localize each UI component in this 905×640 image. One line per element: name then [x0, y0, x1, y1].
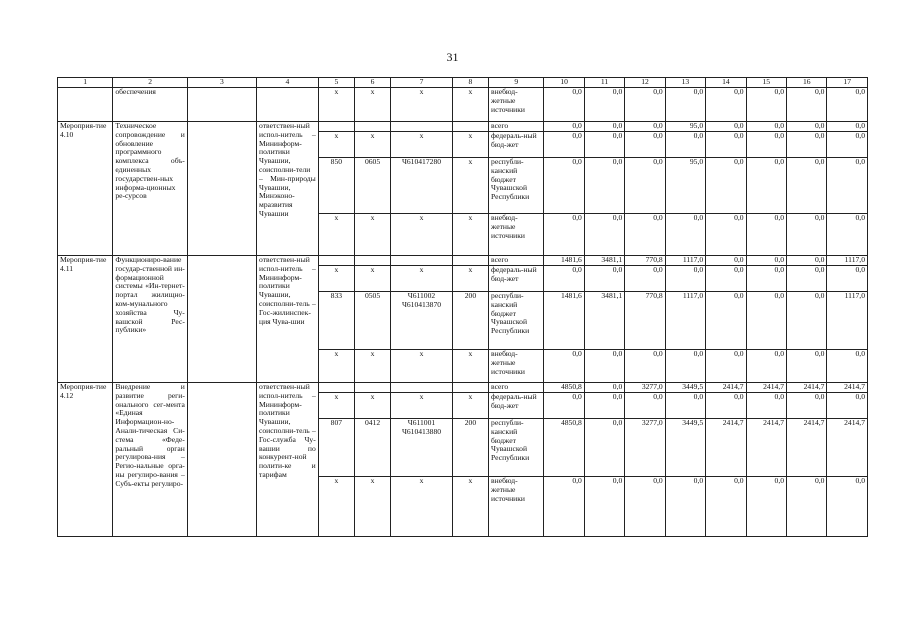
amount-cell: 0,0	[665, 132, 705, 158]
amount-cell: 1117,0	[665, 292, 705, 350]
header-cell: 5	[318, 78, 354, 88]
amount-cell: 770,8	[625, 292, 665, 350]
kbk-grbs-cell	[318, 383, 354, 393]
amount-cell: 0,0	[787, 132, 827, 158]
kbk-grbs-cell: x	[318, 477, 354, 537]
amount-cell: 0,0	[625, 266, 665, 292]
amount-cell: 0,0	[544, 132, 584, 158]
amount-cell: 0,0	[706, 88, 746, 122]
amount-cell: 0,0	[706, 214, 746, 256]
kbk-grbs-cell: x	[318, 88, 354, 122]
kbk-target-cell: x	[391, 88, 453, 122]
amount-cell: 0,0	[544, 477, 584, 537]
amount-cell: 0,0	[584, 122, 624, 132]
budget-table	[57, 77, 868, 537]
kbk-expense-type-cell: x	[452, 393, 488, 419]
kbk-grbs-cell: x	[318, 393, 354, 419]
amount-cell: 0,0	[746, 214, 786, 256]
funding-source-cell: всего	[489, 122, 544, 132]
amount-cell: 0,0	[625, 477, 665, 537]
amount-cell: 0,0	[584, 477, 624, 537]
amount-cell: 0,0	[706, 477, 746, 537]
amount-cell: 0,0	[787, 158, 827, 214]
amount-cell: 0,0	[787, 256, 827, 266]
amount-cell: 0,0	[827, 122, 868, 132]
amount-cell: 2414,7	[746, 419, 786, 477]
amount-cell: 2414,7	[706, 383, 746, 393]
amount-cell: 0,0	[827, 214, 868, 256]
amount-cell: 0,0	[584, 393, 624, 419]
amount-cell: 2414,7	[827, 383, 868, 393]
amount-cell: 3481,1	[584, 292, 624, 350]
amount-cell: 0,0	[584, 158, 624, 214]
header-cell: 17	[827, 78, 868, 88]
amount-cell: 3449,5	[665, 383, 705, 393]
kbk-section-cell: x	[354, 266, 390, 292]
amount-cell: 0,0	[746, 256, 786, 266]
kbk-grbs-cell: x	[318, 214, 354, 256]
kbk-section-cell: x	[354, 132, 390, 158]
amount-cell: 0,0	[544, 350, 584, 383]
amount-cell: 770,8	[625, 256, 665, 266]
amount-cell: 0,0	[544, 266, 584, 292]
header-cell: 11	[584, 78, 624, 88]
amount-cell: 1481,6	[544, 256, 584, 266]
kbk-target-cell: x	[391, 350, 453, 383]
measure-number-cell: Мероприя-тие 4.11	[58, 256, 113, 383]
amount-cell: 0,0	[827, 88, 868, 122]
header-cell: 10	[544, 78, 584, 88]
amount-cell: 0,0	[544, 122, 584, 132]
kbk-section-cell	[354, 256, 390, 266]
kbk-section-cell	[354, 122, 390, 132]
funding-source-cell: республи-канский бюджет Чувашской Республики	[489, 419, 544, 477]
measure-number-cell: Мероприя-тие 4.10	[58, 122, 113, 256]
kbk-target-cell: Ч611001 Ч610413880	[391, 419, 453, 477]
amount-cell: 0,0	[584, 88, 624, 122]
amount-cell: 0,0	[665, 88, 705, 122]
executor-cell: ответствен-ный испол-нитель – Мининформ-политики Чувашии, соисполни-тель – Гос-служба Чу-вашии по конкурент-ной полити-ке и тарифам	[257, 383, 319, 537]
amount-cell: 0,0	[584, 266, 624, 292]
funding-source-cell: республи-канский бюджет Чувашской Республики	[489, 292, 544, 350]
header-cell: 13	[665, 78, 705, 88]
funding-source-cell: всего	[489, 256, 544, 266]
amount-cell: 4850,8	[544, 383, 584, 393]
amount-cell: 0,0	[787, 122, 827, 132]
amount-cell: 2414,7	[787, 383, 827, 393]
amount-cell: 0,0	[706, 292, 746, 350]
amount-cell: 0,0	[746, 393, 786, 419]
kbk-expense-type-cell	[452, 122, 488, 132]
kbk-expense-type-cell: 200	[452, 419, 488, 477]
amount-cell: 0,0	[827, 266, 868, 292]
amount-cell: 0,0	[706, 132, 746, 158]
amount-cell: 0,0	[584, 383, 624, 393]
amount-cell: 0,0	[787, 393, 827, 419]
funding-source-cell: всего	[489, 383, 544, 393]
amount-cell: 0,0	[584, 419, 624, 477]
amount-cell: 0,0	[625, 393, 665, 419]
header-cell: 3	[187, 78, 256, 88]
program-cell	[187, 256, 256, 383]
kbk-grbs-cell: 850	[318, 158, 354, 214]
amount-cell: 0,0	[665, 350, 705, 383]
kbk-expense-type-cell: x	[452, 158, 488, 214]
kbk-grbs-cell: 807	[318, 419, 354, 477]
kbk-section-cell: x	[354, 88, 390, 122]
amount-cell: 0,0	[746, 292, 786, 350]
kbk-grbs-cell	[318, 122, 354, 132]
amount-cell: 3449,5	[665, 419, 705, 477]
amount-cell: 2414,7	[706, 419, 746, 477]
table-row	[58, 256, 868, 266]
amount-cell: 0,0	[827, 350, 868, 383]
executor-cell: ответствен-ный испол-нитель – Мининформ-политики Чувашии, соисполни-тели – Мин-природы Чувашии, Минэконо-мразвития Чувашии	[257, 122, 319, 256]
kbk-section-cell: x	[354, 214, 390, 256]
funding-source-cell: федераль-ный бюд-жет	[489, 132, 544, 158]
amount-cell: 95,0	[665, 122, 705, 132]
amount-cell: 0,0	[584, 350, 624, 383]
kbk-section-cell: 0605	[354, 158, 390, 214]
table-row	[58, 383, 868, 393]
amount-cell: 0,0	[787, 350, 827, 383]
kbk-section-cell: x	[354, 477, 390, 537]
kbk-expense-type-cell: x	[452, 88, 488, 122]
measure-name-cell: Внедрение и развитие реги-онального сег-мента «Единая Информацион-но-Анали-тическая Си-стема «Феде-ральный орган регулирова-ния – Регио-нальные орга-ны регулиро-вания – Субъ-екты регулиро-	[113, 383, 188, 537]
measure-cell	[58, 88, 113, 122]
amount-cell: 0,0	[746, 477, 786, 537]
amount-cell: 2414,7	[827, 419, 868, 477]
kbk-section-cell: x	[354, 350, 390, 383]
amount-cell: 0,0	[706, 266, 746, 292]
amount-cell: 3481,1	[584, 256, 624, 266]
kbk-expense-type-cell: 200	[452, 292, 488, 350]
amount-cell: 0,0	[746, 158, 786, 214]
amount-cell: 0,0	[706, 122, 746, 132]
kbk-section-cell: 0412	[354, 419, 390, 477]
amount-cell: 0,0	[544, 214, 584, 256]
amount-cell: 0,0	[665, 477, 705, 537]
header-cell: 2	[113, 78, 188, 88]
executor-cell	[257, 88, 319, 122]
amount-cell: 0,0	[746, 266, 786, 292]
kbk-grbs-cell	[318, 256, 354, 266]
amount-cell: 0,0	[706, 256, 746, 266]
amount-cell: 0,0	[625, 350, 665, 383]
kbk-section-cell	[354, 383, 390, 393]
header-cell: 1	[58, 78, 113, 88]
amount-cell: 0,0	[706, 158, 746, 214]
amount-cell: 0,0	[625, 132, 665, 158]
kbk-target-cell: x	[391, 477, 453, 537]
kbk-target-cell	[391, 383, 453, 393]
amount-cell: 0,0	[827, 393, 868, 419]
header-cell: 6	[354, 78, 390, 88]
funding-source-cell: федераль-ный бюд-жет	[489, 266, 544, 292]
amount-cell: 0,0	[584, 214, 624, 256]
header-cell: 4	[257, 78, 319, 88]
table-row	[58, 122, 868, 132]
kbk-grbs-cell: x	[318, 266, 354, 292]
amount-cell: 0,0	[787, 214, 827, 256]
kbk-target-cell: x	[391, 132, 453, 158]
amount-cell: 0,0	[746, 132, 786, 158]
kbk-target-cell: x	[391, 393, 453, 419]
kbk-target-cell: Ч610417280	[391, 158, 453, 214]
kbk-target-cell: x	[391, 266, 453, 292]
amount-cell: 0,0	[787, 292, 827, 350]
amount-cell: 0,0	[544, 88, 584, 122]
kbk-expense-type-cell: x	[452, 266, 488, 292]
amount-cell: 0,0	[544, 158, 584, 214]
kbk-target-cell	[391, 256, 453, 266]
amount-cell: 0,0	[665, 393, 705, 419]
amount-cell: 0,0	[787, 266, 827, 292]
program-cell	[187, 88, 256, 122]
header-cell: 12	[625, 78, 665, 88]
header-row	[58, 78, 868, 88]
amount-cell: 0,0	[625, 88, 665, 122]
header-cell: 9	[489, 78, 544, 88]
kbk-expense-type-cell	[452, 383, 488, 393]
program-cell	[187, 383, 256, 537]
header-cell: 8	[452, 78, 488, 88]
amount-cell: 0,0	[746, 88, 786, 122]
amount-cell: 0,0	[625, 158, 665, 214]
amount-cell: 0,0	[706, 393, 746, 419]
kbk-section-cell: x	[354, 393, 390, 419]
amount-cell: 0,0	[665, 214, 705, 256]
amount-cell: 0,0	[827, 477, 868, 537]
kbk-section-cell: 0505	[354, 292, 390, 350]
amount-cell: 0,0	[827, 158, 868, 214]
kbk-expense-type-cell: x	[452, 350, 488, 383]
measure-name-cell: обеспечения	[113, 88, 188, 122]
kbk-expense-type-cell: x	[452, 214, 488, 256]
amount-cell: 0,0	[584, 132, 624, 158]
funding-source-cell: внебюд-жетные источники	[489, 477, 544, 537]
amount-cell: 1481,6	[544, 292, 584, 350]
amount-cell: 3277,0	[625, 383, 665, 393]
header-cell: 15	[746, 78, 786, 88]
kbk-expense-type-cell	[452, 256, 488, 266]
amount-cell: 0,0	[787, 477, 827, 537]
amount-cell: 0,0	[827, 132, 868, 158]
amount-cell: 0,0	[665, 266, 705, 292]
measure-name-cell: Функциониро-вание государ-ственной ин-формационной системы «Ин-тернет-портал жилищно-ком-мунального хозяйства Чу-вашской Рес-публики»	[113, 256, 188, 383]
amount-cell: 0,0	[746, 122, 786, 132]
measure-name-cell: Техническое сопровождение и обновление программного комплекса объ-единенных государствен-ных информа-ционных ре-сурсов	[113, 122, 188, 256]
amount-cell: 4850,8	[544, 419, 584, 477]
header-cell: 16	[787, 78, 827, 88]
kbk-grbs-cell: x	[318, 132, 354, 158]
kbk-target-cell: x	[391, 214, 453, 256]
amount-cell: 1117,0	[827, 292, 868, 350]
measure-number-cell: Мероприя-тие 4.12	[58, 383, 113, 537]
amount-cell: 1117,0	[665, 256, 705, 266]
funding-source-cell: федераль-ный бюд-жет	[489, 393, 544, 419]
header-cell: 14	[706, 78, 746, 88]
amount-cell: 95,0	[665, 158, 705, 214]
kbk-target-cell: Ч611002 Ч610413870	[391, 292, 453, 350]
amount-cell: 2414,7	[787, 419, 827, 477]
amount-cell: 2414,7	[746, 383, 786, 393]
kbk-target-cell	[391, 122, 453, 132]
funding-source-cell: внебюд-жетные источники	[489, 214, 544, 256]
funding-source-cell: внебюд-жетные источники	[489, 88, 544, 122]
executor-cell: ответствен-ный испол-нитель – Мининформ-политики Чувашии, соисполни-тель – Гос-жилинспек-ция Чува-шии	[257, 256, 319, 383]
amount-cell: 0,0	[625, 122, 665, 132]
amount-cell: 1117,0	[827, 256, 868, 266]
kbk-grbs-cell: 833	[318, 292, 354, 350]
amount-cell: 0,0	[706, 350, 746, 383]
funding-source-cell: республи-канский бюджет Чувашской Республики	[489, 158, 544, 214]
kbk-expense-type-cell: x	[452, 132, 488, 158]
page-number: 31	[446, 50, 459, 64]
kbk-expense-type-cell: x	[452, 477, 488, 537]
table-row	[58, 88, 868, 122]
header-cell: 7	[391, 78, 453, 88]
amount-cell: 0,0	[625, 214, 665, 256]
amount-cell: 3277,0	[625, 419, 665, 477]
kbk-grbs-cell: x	[318, 350, 354, 383]
amount-cell: 0,0	[787, 88, 827, 122]
program-cell	[187, 122, 256, 256]
amount-cell: 0,0	[544, 393, 584, 419]
funding-source-cell: внебюд-жетные источники	[489, 350, 544, 383]
amount-cell: 0,0	[746, 350, 786, 383]
